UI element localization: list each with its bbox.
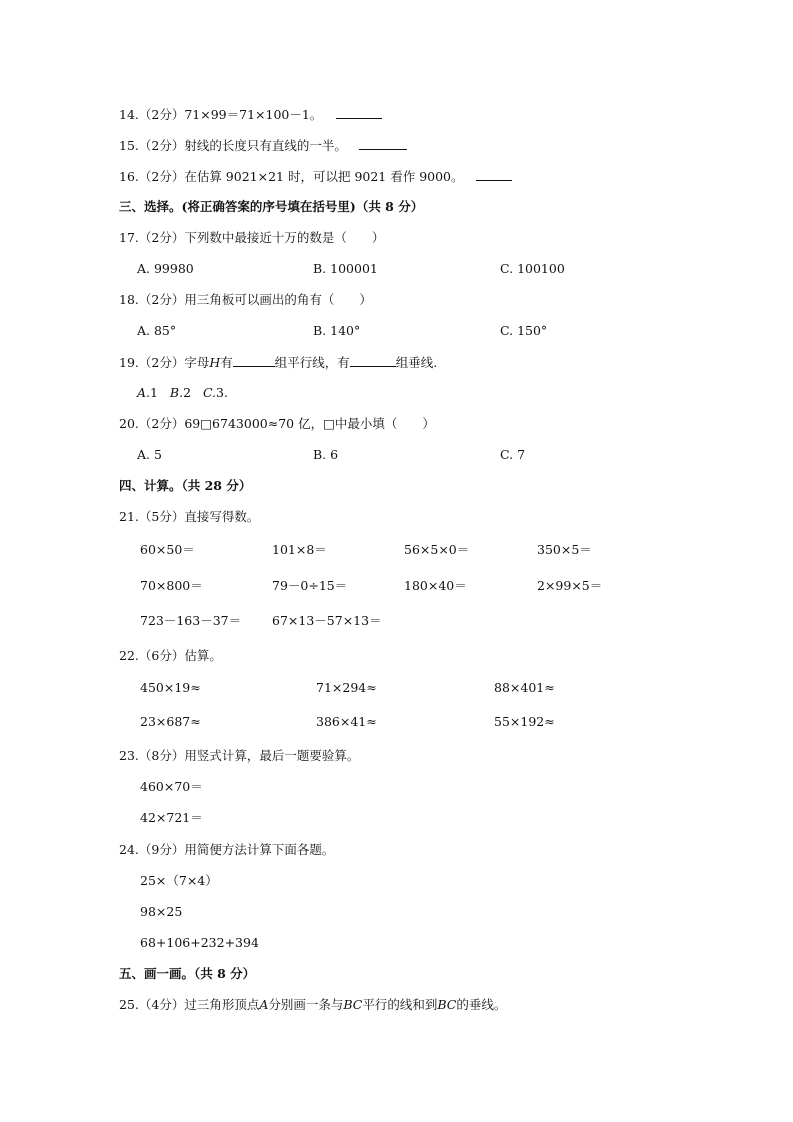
- q21-item-3: 56×5×0＝: [404, 542, 470, 557]
- q21-item-2: 101×8＝: [272, 542, 327, 557]
- q18-option-b[interactable]: B. 140°: [313, 323, 361, 338]
- q18-option-c[interactable]: C. 150°: [500, 323, 548, 338]
- q25-text-d: 的垂线。: [456, 997, 507, 1012]
- q19-option-a-letter: A.: [137, 385, 151, 400]
- question-22: 22.（6分）估算。: [119, 648, 222, 663]
- q22-item-6: 55×192≈: [494, 714, 555, 729]
- question-16-text: 16.（2分）在估算 9021×21 时，可以把 9021 看作 9000。: [119, 169, 464, 184]
- q23-item-2: 42×721＝: [140, 810, 203, 825]
- q19-letter-h: H: [209, 355, 221, 370]
- q20-option-b[interactable]: B. 6: [313, 447, 339, 462]
- question-14-text: 14.（2分）71×99＝71×100－1。: [119, 107, 323, 122]
- q24-item-1: 25×（7×4）: [140, 873, 218, 888]
- q19-option-b[interactable]: [170, 385, 191, 400]
- answer-blank-14[interactable]: [336, 106, 382, 119]
- q19-option-c-value: 3.: [216, 385, 228, 400]
- section-3-heading: 三、选择。(将正确答案的序号填在括号里)（共 8 分）: [119, 199, 424, 214]
- q19-text-b: 有: [220, 355, 233, 370]
- q25-text-c: 平行的线和到: [362, 997, 438, 1012]
- q21-item-6: 79－0÷15＝: [272, 578, 348, 593]
- q19-option-c-letter: C.: [202, 385, 217, 400]
- q19-options: [137, 385, 228, 401]
- question-14: [119, 106, 382, 123]
- question-15: [119, 137, 407, 154]
- q25-text-b: 分别画一条与: [268, 997, 344, 1012]
- q20-option-c[interactable]: C. 7: [500, 447, 526, 462]
- q22-item-3: 88×401≈: [494, 680, 555, 695]
- q19-option-a-value: 1: [150, 385, 158, 400]
- answer-blank-16[interactable]: [476, 168, 512, 181]
- question-16: [119, 168, 512, 185]
- q22-item-5: 386×41≈: [316, 714, 377, 729]
- answer-blank-15[interactable]: [359, 137, 407, 150]
- question-17: 17.（2分）下列数中最接近十万的数是（ ）: [119, 230, 385, 245]
- q22-item-4: 23×687≈: [140, 714, 201, 729]
- q19-text-c: 组平行线，有: [274, 355, 350, 370]
- question-20: 20.（2分）69□6743000≈70 亿，□中最小填（ ）: [119, 416, 435, 431]
- q19-text-a: 19.（2分）字母: [119, 355, 210, 370]
- q25-point-a: A: [259, 997, 269, 1012]
- q21-item-8: 2×99×5＝: [537, 578, 603, 593]
- q21-item-5: 70×800＝: [140, 578, 203, 593]
- q19-option-a[interactable]: [137, 385, 158, 400]
- section-4-heading: 四、计算。（共 28 分）: [119, 478, 252, 493]
- question-23: 23.（8分）用竖式计算，最后一题要验算。: [119, 748, 360, 763]
- q19-option-b-letter: B.: [169, 385, 184, 400]
- q17-option-a[interactable]: A. 99980: [137, 261, 194, 276]
- question-25: [119, 997, 506, 1013]
- q24-item-3: 68+106+232+394: [140, 935, 259, 950]
- q21-item-10: 67×13－57×13＝: [272, 613, 382, 628]
- question-19: [119, 354, 437, 371]
- q24-item-2: 98×25: [140, 904, 183, 919]
- q19-option-c[interactable]: [203, 385, 228, 400]
- answer-blank-19a[interactable]: [233, 354, 275, 367]
- q22-item-1: 450×19≈: [140, 680, 201, 695]
- q21-item-1: 60×50＝: [140, 542, 195, 557]
- q21-item-9: 723－163－37＝: [140, 613, 242, 628]
- q18-option-a[interactable]: A. 85°: [137, 323, 177, 338]
- q25-segment-bc-1: BC: [343, 997, 363, 1012]
- q25-segment-bc-2: BC: [437, 997, 457, 1012]
- q23-item-1: 460×70＝: [140, 779, 203, 794]
- q19-option-b-value: 2: [183, 385, 192, 400]
- question-18: 18.（2分）用三角板可以画出的角有（ ）: [119, 292, 372, 307]
- q19-text-d: 组垂线.: [395, 355, 438, 370]
- section-5-heading: 五、画一画。（共 8 分）: [119, 966, 256, 981]
- q22-item-2: 71×294≈: [316, 680, 377, 695]
- q17-option-c[interactable]: C. 100100: [500, 261, 565, 276]
- q21-item-7: 180×40＝: [404, 578, 467, 593]
- question-24: 24.（9分）用简便方法计算下面各题。: [119, 842, 335, 857]
- answer-blank-19b[interactable]: [350, 354, 396, 367]
- question-21: 21.（5分）直接写得数。: [119, 509, 260, 524]
- q20-option-a[interactable]: A. 5: [137, 447, 162, 462]
- q17-option-b[interactable]: B. 100001: [313, 261, 378, 276]
- question-15-text: 15.（2分）射线的长度只有直线的一半。: [119, 138, 347, 153]
- q25-text-a: 25.（4分）过三角形顶点: [119, 997, 260, 1012]
- q21-item-4: 350×5＝: [537, 542, 592, 557]
